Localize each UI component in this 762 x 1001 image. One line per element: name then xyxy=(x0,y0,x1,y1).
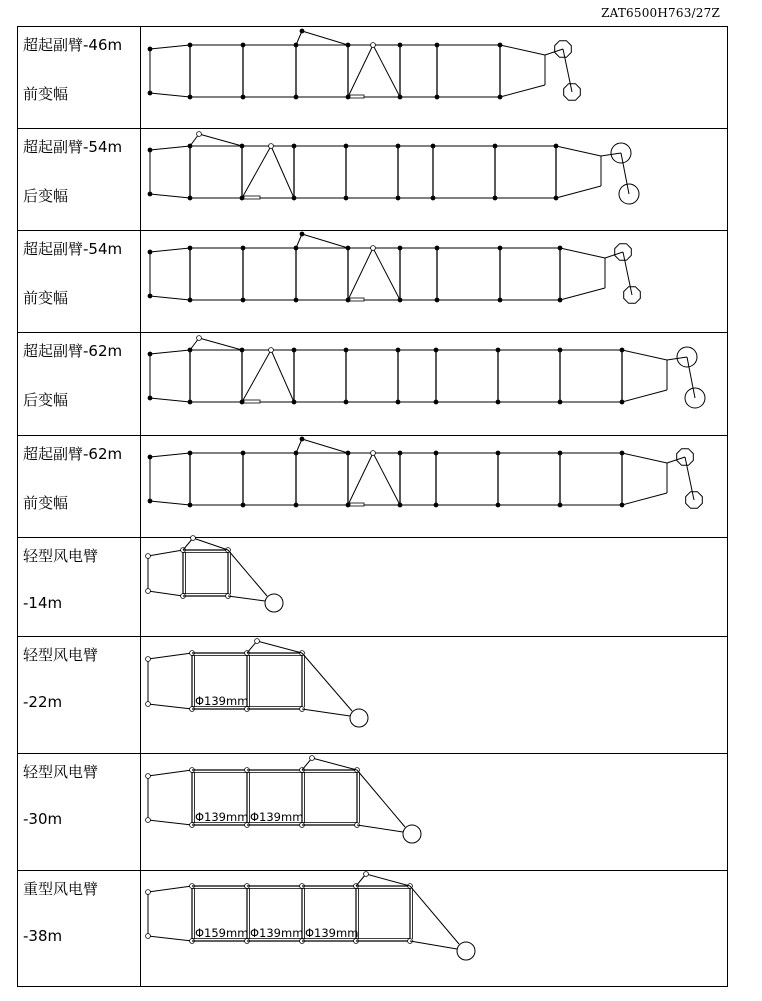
bottom-chord xyxy=(150,296,190,300)
bottom-chord xyxy=(148,936,192,941)
bottom-chord xyxy=(148,820,192,825)
a-frame-leg xyxy=(348,248,373,300)
top-chord xyxy=(150,248,190,252)
sheave-head xyxy=(265,594,283,612)
a-frame-leg xyxy=(242,146,271,198)
row-name: 超起副臂-54m xyxy=(23,138,123,156)
a-frame-leg xyxy=(348,453,373,505)
truss-node xyxy=(294,298,298,302)
a-frame-leg xyxy=(373,248,400,300)
bottom-chord xyxy=(150,194,190,198)
tube-diameter-label: Φ139mm xyxy=(250,926,304,940)
row-sub: -30m xyxy=(23,810,63,828)
row-name: 超起副臂-62m xyxy=(23,445,123,463)
row-sub: 前变幅 xyxy=(23,85,69,103)
row-sub: 前变幅 xyxy=(23,289,69,307)
pin-joint xyxy=(255,639,260,644)
truss-node xyxy=(558,298,562,302)
tube-diameter-label: Φ139mm xyxy=(195,810,249,824)
sheave-head xyxy=(403,825,421,843)
truss-node xyxy=(148,192,152,196)
pin-joint xyxy=(197,132,202,137)
stay-cable xyxy=(302,31,348,45)
truss-node xyxy=(344,400,348,404)
truss-node xyxy=(292,348,296,352)
truss-node xyxy=(398,451,402,455)
stay-cable xyxy=(193,538,228,550)
truss-node xyxy=(434,503,438,507)
truss-node xyxy=(435,95,439,99)
stay-cable xyxy=(410,941,457,949)
truss-node xyxy=(188,298,192,302)
truss-node xyxy=(148,91,152,95)
pin-joint xyxy=(146,774,151,779)
truss-node xyxy=(344,348,348,352)
stay-cable xyxy=(357,825,403,832)
truss-node xyxy=(188,503,192,507)
a-frame-leg xyxy=(271,350,294,402)
truss-node xyxy=(188,246,192,250)
pin-joint xyxy=(146,818,151,823)
truss-node xyxy=(435,246,439,250)
top-chord xyxy=(148,770,192,776)
pin-joint xyxy=(371,246,376,251)
truss-node xyxy=(292,144,296,148)
tube-diameter-label: Φ139mm xyxy=(305,926,359,940)
truss-node xyxy=(434,400,438,404)
truss-node xyxy=(241,246,245,250)
stay-cable xyxy=(302,439,348,453)
truss-node xyxy=(434,451,438,455)
top-chord xyxy=(622,350,667,360)
truss-node xyxy=(498,95,502,99)
stay-cable xyxy=(312,758,357,770)
pivot-plate xyxy=(350,95,364,98)
pin-joint xyxy=(146,657,151,662)
stay-cable xyxy=(302,234,348,248)
stay-cable xyxy=(366,874,410,886)
stay-cable xyxy=(357,770,405,827)
tube-diameter-label: Φ139mm xyxy=(250,810,304,824)
pin-joint xyxy=(146,554,151,559)
row-name: 重型风电臂 xyxy=(23,880,99,898)
truss-node xyxy=(620,503,624,507)
row-sub: 前变幅 xyxy=(23,494,69,512)
row-sub: -14m xyxy=(23,594,63,612)
stay-cable xyxy=(302,653,352,711)
truss-node xyxy=(148,47,152,51)
top-chord xyxy=(622,453,667,463)
row-name: 超起副臂-46m xyxy=(23,36,123,54)
pin-joint xyxy=(197,336,202,341)
truss-node xyxy=(188,196,192,200)
truss-node xyxy=(496,400,500,404)
stay-cable xyxy=(199,338,242,350)
truss-node xyxy=(241,503,245,507)
truss-node xyxy=(554,144,558,148)
a-frame-leg xyxy=(373,453,400,505)
truss-node xyxy=(396,400,400,404)
top-chord xyxy=(560,248,605,258)
sheave-head xyxy=(350,709,368,727)
top-chord xyxy=(148,550,183,556)
truss-node xyxy=(554,196,558,200)
row-sub: -22m xyxy=(23,693,63,711)
pin-joint xyxy=(364,872,369,877)
truss-node xyxy=(620,451,624,455)
a-frame-leg xyxy=(271,146,294,198)
stay-cable xyxy=(228,550,267,596)
truss-node xyxy=(558,348,562,352)
truss-node xyxy=(188,451,192,455)
truss-node xyxy=(241,95,245,99)
truss-node xyxy=(558,451,562,455)
pin-joint xyxy=(371,451,376,456)
bottom-chord xyxy=(150,501,190,505)
bottom-chord xyxy=(622,390,667,402)
top-chord xyxy=(148,653,192,659)
stay-cable xyxy=(228,596,265,601)
a-frame-leg xyxy=(242,350,271,402)
a-frame-leg xyxy=(348,45,373,97)
truss-node xyxy=(496,348,500,352)
truss-node xyxy=(148,148,152,152)
truss-node xyxy=(498,298,502,302)
pin-joint xyxy=(146,589,151,594)
truss-node xyxy=(620,348,624,352)
truss-node xyxy=(493,196,497,200)
top-chord xyxy=(500,45,545,55)
pivot-plate xyxy=(350,503,364,506)
truss-node xyxy=(188,400,192,404)
row-sub: 后变幅 xyxy=(23,187,69,205)
truss-node xyxy=(148,294,152,298)
truss-node xyxy=(148,352,152,356)
truss-node xyxy=(241,298,245,302)
pivot-plate xyxy=(244,400,260,403)
row-name: 超起副臂-62m xyxy=(23,342,123,360)
row-sub: -38m xyxy=(23,927,63,945)
top-chord xyxy=(150,146,190,150)
truss-node xyxy=(300,29,304,33)
top-chord xyxy=(150,350,190,354)
truss-node xyxy=(148,455,152,459)
bottom-chord xyxy=(560,288,605,300)
truss-node xyxy=(300,232,304,236)
truss-node xyxy=(396,196,400,200)
truss-node xyxy=(496,451,500,455)
bottom-chord xyxy=(150,398,190,402)
pin-joint xyxy=(269,348,274,353)
row-name: 超起副臂-54m xyxy=(23,240,123,258)
truss-node xyxy=(431,196,435,200)
truss-node xyxy=(294,95,298,99)
truss-node xyxy=(241,43,245,47)
row-sub: 后变幅 xyxy=(23,391,69,409)
pin-joint xyxy=(191,536,196,541)
bottom-chord xyxy=(500,85,545,97)
truss-node xyxy=(498,43,502,47)
stay-cable xyxy=(302,709,350,716)
truss-node xyxy=(188,43,192,47)
truss-node xyxy=(148,250,152,254)
truss-node xyxy=(344,144,348,148)
truss-node xyxy=(396,144,400,148)
sheave-head xyxy=(457,942,475,960)
tube-diameter-label: Φ159mm xyxy=(195,926,249,940)
pin-joint xyxy=(146,702,151,707)
pivot-plate xyxy=(244,196,260,199)
pin-joint xyxy=(269,144,274,149)
stay-cable xyxy=(199,134,242,146)
truss-node xyxy=(620,400,624,404)
truss-node xyxy=(558,246,562,250)
truss-node xyxy=(496,503,500,507)
truss-node xyxy=(294,503,298,507)
top-chord xyxy=(150,45,190,49)
pin-joint xyxy=(146,890,151,895)
truss-node xyxy=(300,437,304,441)
truss-node xyxy=(435,298,439,302)
truss-node xyxy=(435,43,439,47)
top-chord xyxy=(148,886,192,892)
bottom-chord xyxy=(556,186,601,198)
truss-node xyxy=(344,196,348,200)
top-chord xyxy=(150,453,190,457)
row-name: 轻型风电臂 xyxy=(23,763,99,781)
row-name: 轻型风电臂 xyxy=(23,547,99,565)
tube-diameter-label: Φ139mm xyxy=(195,694,249,708)
truss-node xyxy=(188,95,192,99)
truss-node xyxy=(241,451,245,455)
truss-node xyxy=(558,400,562,404)
bottom-chord xyxy=(148,704,192,709)
a-frame-leg xyxy=(373,45,400,97)
top-chord xyxy=(556,146,601,156)
truss-node xyxy=(493,144,497,148)
pivot-plate xyxy=(350,298,364,301)
pin-joint xyxy=(146,934,151,939)
row-name: 轻型风电臂 xyxy=(23,646,99,664)
truss-node xyxy=(148,396,152,400)
truss-node xyxy=(558,503,562,507)
document-code: ZAT6500H763/27Z xyxy=(601,6,720,20)
pin-joint xyxy=(371,43,376,48)
bottom-chord xyxy=(148,591,183,596)
stay-cable xyxy=(257,641,302,653)
truss-node xyxy=(431,144,435,148)
bottom-chord xyxy=(150,93,190,97)
truss-node xyxy=(498,246,502,250)
pin-joint xyxy=(310,756,315,761)
stay-cable xyxy=(410,886,459,944)
bottom-chord xyxy=(622,493,667,505)
truss-node xyxy=(398,246,402,250)
truss-node xyxy=(434,348,438,352)
truss-node xyxy=(148,499,152,503)
truss-node xyxy=(398,43,402,47)
truss-node xyxy=(396,348,400,352)
